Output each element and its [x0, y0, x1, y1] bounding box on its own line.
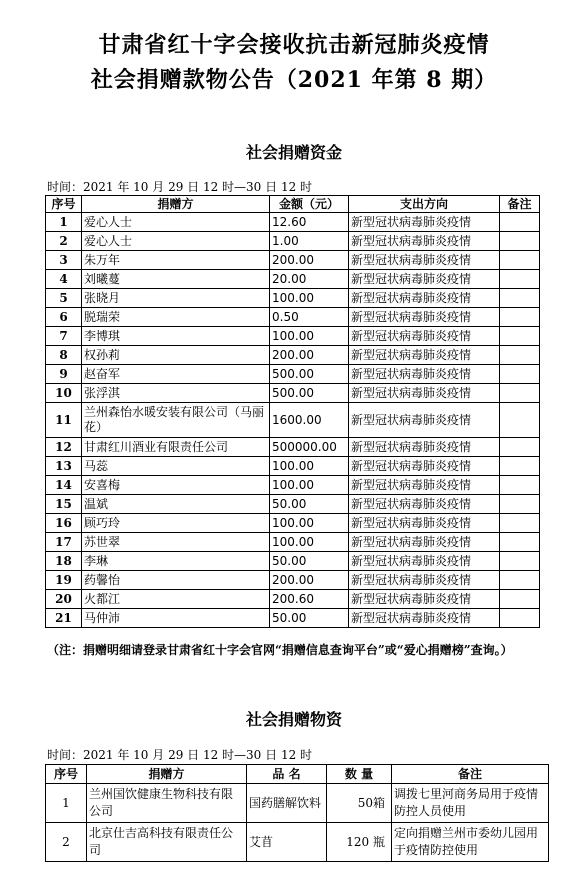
table-row — [46, 457, 540, 476]
goods-table — [45, 764, 549, 862]
table-cell — [500, 476, 540, 495]
table-row — [46, 476, 540, 495]
table-cell: 100.00 — [270, 457, 349, 476]
table-cell: 调拨七里河商务局用于疫情防控人员使用 — [392, 784, 549, 823]
table-cell: 李博琪 — [82, 327, 270, 346]
col-header-note: 备注 — [500, 196, 540, 213]
table-row — [46, 552, 540, 571]
table-cell: 2 — [46, 823, 87, 862]
announcement-title-line1: 甘肃省红十字会接收抗击新冠肺炎疫情 — [98, 32, 490, 58]
table-cell: 11 — [46, 403, 82, 438]
table-cell: 17 — [46, 533, 82, 552]
table-cell: 10 — [46, 384, 82, 403]
table-cell: 16 — [46, 514, 82, 533]
table-cell: 21 — [46, 609, 82, 628]
table-cell: 200.00 — [270, 571, 349, 590]
table-cell: 100.00 — [270, 327, 349, 346]
table-cell: 李琳 — [82, 552, 270, 571]
table-cell: 新型冠状病毒肺炎疫情 — [349, 403, 500, 438]
table-cell: 新型冠状病毒肺炎疫情 — [349, 514, 500, 533]
table-cell: 13 — [46, 457, 82, 476]
table-row — [46, 327, 540, 346]
table-cell: 120 瓶 — [327, 823, 392, 862]
table-row — [46, 784, 549, 823]
table-cell: 新型冠状病毒肺炎疫情 — [349, 457, 500, 476]
table-cell: 新型冠状病毒肺炎疫情 — [349, 495, 500, 514]
table-cell: 500.00 — [270, 384, 349, 403]
col-header-amount: 金额（元） — [270, 196, 349, 213]
col-header-note: 备注 — [392, 765, 549, 784]
table-cell: 兰州国饮健康生物科技有限公司 — [87, 784, 247, 823]
table-cell: 爱心人士 — [82, 232, 270, 251]
table-cell: 100.00 — [270, 514, 349, 533]
table-cell: 12 — [46, 438, 82, 457]
table-row — [46, 289, 540, 308]
col-header-purpose: 支出方向 — [349, 196, 500, 213]
table-cell: 1 — [46, 213, 82, 232]
table-cell: 张浮淇 — [82, 384, 270, 403]
table-cell: 兰州森怡水暖安装有限公司（马丽花） — [82, 403, 270, 438]
table-cell: 艾苜 — [247, 823, 327, 862]
funds-time-range: 时间：2021 年 10 月 29 日 12 时—30 日 12 时 — [47, 180, 313, 194]
goods-time-range: 时间：2021 年 10 月 29 日 12 时—30 日 12 时 — [47, 748, 313, 762]
table-row — [46, 590, 540, 609]
table-cell — [500, 403, 540, 438]
table-cell: 定向捐赠兰州市委幼儿园用于疫情防控使用 — [392, 823, 549, 862]
goods-section-title: 社会捐赠物资 — [245, 710, 342, 729]
table-cell: 张晓月 — [82, 289, 270, 308]
table-cell: 顾巧玲 — [82, 514, 270, 533]
table-cell — [500, 514, 540, 533]
table-cell: 9 — [46, 365, 82, 384]
table-row — [46, 213, 540, 232]
col-header-donor: 捐赠方 — [82, 196, 270, 213]
table-row — [46, 514, 540, 533]
table-cell: 新型冠状病毒肺炎疫情 — [349, 365, 500, 384]
table-cell — [500, 590, 540, 609]
table-row — [46, 571, 540, 590]
table-cell: 新型冠状病毒肺炎疫情 — [349, 289, 500, 308]
table-cell: 马仲沛 — [82, 609, 270, 628]
goods-table-header — [46, 765, 549, 784]
col-header-qty: 数 量 — [327, 765, 392, 784]
funds-section-title: 社会捐赠资金 — [245, 143, 342, 162]
col-header-donor: 捐赠方 — [87, 765, 247, 784]
table-cell: 100.00 — [270, 476, 349, 495]
table-row — [46, 533, 540, 552]
table-cell: 新型冠状病毒肺炎疫情 — [349, 476, 500, 495]
table-cell — [500, 270, 540, 289]
table-cell: 1 — [46, 784, 87, 823]
table-row — [46, 232, 540, 251]
table-cell: 刘曦蔓 — [82, 270, 270, 289]
table-cell: 赵奋军 — [82, 365, 270, 384]
announcement-title-line2: 社会捐赠款物公告（2021 年第 8 期） — [90, 67, 498, 93]
table-cell: 新型冠状病毒肺炎疫情 — [349, 232, 500, 251]
funds-footnote: （注：捐赠明细请登录甘肃省红十字会官网“捐赠信息查询平台”或“爱心捐赠榜”查询。） — [47, 643, 513, 657]
table-cell — [500, 533, 540, 552]
table-cell: 火都江 — [82, 590, 270, 609]
table-cell: 15 — [46, 495, 82, 514]
table-cell: 脱瑞荣 — [82, 308, 270, 327]
table-cell: 3 — [46, 251, 82, 270]
table-row — [46, 609, 540, 628]
table-cell: 4 — [46, 270, 82, 289]
table-cell: 新型冠状病毒肺炎疫情 — [349, 251, 500, 270]
table-cell — [500, 346, 540, 365]
table-row — [46, 495, 540, 514]
table-cell: 马蕊 — [82, 457, 270, 476]
table-cell: 新型冠状病毒肺炎疫情 — [349, 327, 500, 346]
table-cell: 18 — [46, 552, 82, 571]
table-cell: 苏世翠 — [82, 533, 270, 552]
table-cell: 温斌 — [82, 495, 270, 514]
table-cell: 100.00 — [270, 289, 349, 308]
table-cell: 1.00 — [270, 232, 349, 251]
table-cell: 6 — [46, 308, 82, 327]
table-cell: 新型冠状病毒肺炎疫情 — [349, 590, 500, 609]
table-row — [46, 270, 540, 289]
table-row — [46, 823, 549, 862]
table-row — [46, 346, 540, 365]
table-cell: 药馨怡 — [82, 571, 270, 590]
table-cell: 新型冠状病毒肺炎疫情 — [349, 552, 500, 571]
table-cell: 爱心人士 — [82, 213, 270, 232]
table-cell — [500, 365, 540, 384]
table-cell: 北京仕吉高科技有限责任公司 — [87, 823, 247, 862]
table-cell — [500, 232, 540, 251]
table-cell: 50.00 — [270, 495, 349, 514]
table-cell — [500, 571, 540, 590]
funds-table-header — [46, 196, 540, 213]
table-cell: 安喜梅 — [82, 476, 270, 495]
table-row — [46, 403, 540, 438]
table-cell: 50箱 — [327, 784, 392, 823]
table-cell — [500, 289, 540, 308]
table-row — [46, 365, 540, 384]
table-cell: 50.00 — [270, 552, 349, 571]
table-cell — [500, 384, 540, 403]
table-cell: 19 — [46, 571, 82, 590]
table-cell — [500, 308, 540, 327]
col-header-no: 序号 — [46, 765, 87, 784]
table-cell: 200.00 — [270, 251, 349, 270]
table-cell: 新型冠状病毒肺炎疫情 — [349, 213, 500, 232]
table-cell — [500, 552, 540, 571]
col-header-item: 品 名 — [247, 765, 327, 784]
table-cell: 7 — [46, 327, 82, 346]
table-cell: 14 — [46, 476, 82, 495]
table-cell — [500, 327, 540, 346]
table-cell: 50.00 — [270, 609, 349, 628]
table-cell: 0.50 — [270, 308, 349, 327]
table-cell: 2 — [46, 232, 82, 251]
table-cell: 新型冠状病毒肺炎疫情 — [349, 346, 500, 365]
table-cell: 500.00 — [270, 365, 349, 384]
table-cell — [500, 495, 540, 514]
table-cell: 12.60 — [270, 213, 349, 232]
table-cell — [500, 213, 540, 232]
table-cell: 朱万年 — [82, 251, 270, 270]
table-cell: 新型冠状病毒肺炎疫情 — [349, 533, 500, 552]
table-cell — [500, 251, 540, 270]
table-cell — [500, 438, 540, 457]
table-cell: 新型冠状病毒肺炎疫情 — [349, 571, 500, 590]
col-header-no: 序号 — [46, 196, 82, 213]
table-cell: 新型冠状病毒肺炎疫情 — [349, 308, 500, 327]
table-cell — [500, 609, 540, 628]
table-cell: 200.00 — [270, 346, 349, 365]
table-cell: 8 — [46, 346, 82, 365]
table-row — [46, 308, 540, 327]
funds-table — [45, 195, 540, 628]
table-cell: 权孙莉 — [82, 346, 270, 365]
table-cell: 国药膳解饮料 — [247, 784, 327, 823]
table-cell: 1600.00 — [270, 403, 349, 438]
table-cell: 新型冠状病毒肺炎疫情 — [349, 609, 500, 628]
table-cell: 甘肃红川酒业有限责任公司 — [82, 438, 270, 457]
table-row — [46, 384, 540, 403]
table-cell: 20.00 — [270, 270, 349, 289]
table-cell: 新型冠状病毒肺炎疫情 — [349, 270, 500, 289]
table-cell: 20 — [46, 590, 82, 609]
table-cell: 新型冠状病毒肺炎疫情 — [349, 438, 500, 457]
table-cell: 500000.00 — [270, 438, 349, 457]
table-cell: 新型冠状病毒肺炎疫情 — [349, 384, 500, 403]
table-cell: 100.00 — [270, 533, 349, 552]
table-cell: 5 — [46, 289, 82, 308]
table-cell: 200.60 — [270, 590, 349, 609]
table-cell — [500, 457, 540, 476]
table-row — [46, 438, 540, 457]
table-row — [46, 251, 540, 270]
